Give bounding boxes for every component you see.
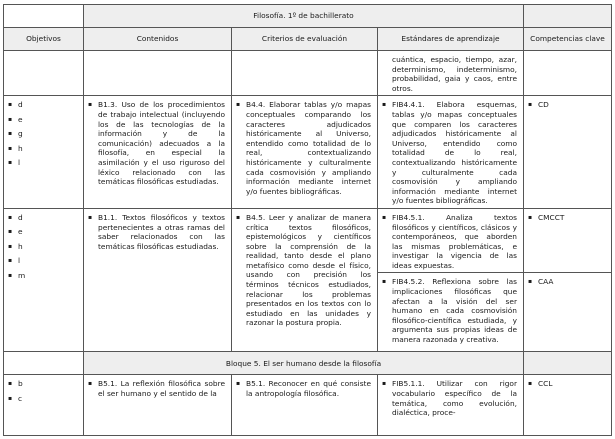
curriculum-table <box>3 4 612 436</box>
row4-criterio <box>232 375 378 436</box>
col-header-estandares: Estándares de aprendizaje <box>378 28 524 51</box>
estandar-text: cuántica, espacio, tiempo, azar, determinismo, indeterminismo, probabilidad, gaia y caos, entre otros. <box>392 55 517 93</box>
row2-contenido <box>84 96 232 209</box>
objetivo-item: ▪ e <box>8 227 81 242</box>
title-spacer <box>4 5 84 28</box>
row3b-competencia <box>524 273 612 352</box>
row4-competencia <box>524 375 612 436</box>
contenido-text: ▪ B1.3. Uso de los procedimientos de trabajo intelectual (incluyendo los de las tecnologías de la información y de la comunicación) adecuados a la filosofía, en especial la asimilación y el uso riguroso del léxico relacionado con las temáticas filosóficas estudiadas. <box>84 96 231 188</box>
row3-contenido <box>84 208 232 352</box>
row2-objetivos <box>4 96 84 209</box>
col-header-objetivos: Objetivos <box>4 28 84 51</box>
contenido-text: ▪ B1.1. Textos filosóficos y textos pertenecientes a otras ramas del saber relacionados con las temáticas filosóficas estudiadas. <box>84 209 231 253</box>
row3-criterio <box>232 208 378 352</box>
objetivo-item: ▪ h <box>8 242 81 257</box>
objetivo-item: ▪ g <box>8 129 81 144</box>
row4-objetivos <box>4 375 84 436</box>
objetivos-list <box>4 96 83 173</box>
objetivo-item: ▪ d <box>8 213 81 228</box>
block-spacer-right <box>524 352 612 375</box>
objetivo-item: ▪ c <box>8 394 81 409</box>
block-spacer <box>4 352 84 375</box>
objetivo-item: ▪ h <box>8 144 81 159</box>
criterio-text: ▪ B4.5. Leer y analizar de manera crítica textos filosóficos, epistemológicos y científicos sobre la comprensión de la realidad, tanto desde el plano metafísico como desde el físico, usando con precisión los términos técnicos estudiados, relacionar los problemas presentados en los textos con lo estudiado en las unidades y razonar la postura propia. <box>232 209 377 330</box>
row3a-competencia <box>524 208 612 273</box>
estandar-text: ▪ FIB5.1.1. Utilizar con rigor vocabulario específico de la temática, como evolución, dialéctica, proce- <box>378 375 523 419</box>
competencia-text: ▪ CCL <box>524 375 611 391</box>
row3a-estandar <box>378 208 524 273</box>
table-title: Filosofía. 1º de bachillerato <box>84 5 524 28</box>
row1-contenido <box>84 51 232 96</box>
row3-objetivos <box>4 208 84 352</box>
objetivo-item: ▪ l <box>8 158 81 173</box>
estandar-text: ▪ FIB4.5.1. Analiza textos filosóficos y científicos, clásicos y contemporáneos, que aborden las mismas problemáticas, e investigar la vigencia de las ideas expuestas. <box>378 209 523 273</box>
row1-objetivos <box>4 51 84 96</box>
criterio-text: ▪ B5.1. Reconocer en qué consiste la antropología filosófica. <box>232 375 377 400</box>
row1-competencia <box>524 51 612 96</box>
objetivo-item: ▪ m <box>8 271 81 286</box>
competencia-text: ▪ CD <box>524 96 611 112</box>
objetivo-item: ▪ l <box>8 256 81 271</box>
row2-criterio <box>232 96 378 209</box>
title-spacer-right <box>524 5 612 28</box>
estandar-text: ▪ FIB4.4.1. Elabora esquemas, tablas y/o mapas conceptuales que comparen los caracteres adjudicados históricamente al Universo, entendido como totalidad de lo real, contextualizando históricamente y culturalmente cada cosmovisión y ampliando información mediante internet y/o fuentes bibliográficas. <box>378 96 523 208</box>
competencia-text: ▪ CAA <box>524 273 611 289</box>
row3b-estandar <box>378 273 524 352</box>
objetivo-item: ▪ e <box>8 115 81 130</box>
contenido-text: ▪ B5.1. La reflexión filosófica sobre el ser humano y el sentido de la <box>84 375 231 400</box>
objetivos-list <box>4 375 83 408</box>
row1-criterio <box>232 51 378 96</box>
estandar-text: ▪ FIB4.5.2. Reflexiona sobre las implicaciones filosóficas que afectan a la visión del ser humano en cada cosmovisión filosófico-científica estudiada, y argumenta sus propias ideas de manera razonada y creativa. <box>378 273 523 346</box>
objetivo-item: ▪ b <box>8 379 81 394</box>
row2-competencia <box>524 96 612 209</box>
objetivo-item: ▪ d <box>8 100 81 115</box>
row4-estandar <box>378 375 524 436</box>
row4-contenido <box>84 375 232 436</box>
col-header-criterios: Criterios de evaluación <box>232 28 378 51</box>
row2-estandar <box>378 96 524 209</box>
col-header-competencias: Competencias clave <box>524 28 612 51</box>
col-header-contenidos: Contenidos <box>84 28 232 51</box>
competencia-text: ▪ CMCCT <box>524 209 611 225</box>
row1-estandar <box>378 51 524 96</box>
criterio-text: ▪ B4.4. Elaborar tablas y/o mapas conceptuales comparando los caracteres adjudicados históricamente al Universo, entendido como totalidad de lo real, contextualizando históricamente y culturalmente cada cosmovisión y ampliando información mediante internet y/o fuentes bibliográficas. <box>232 96 377 198</box>
block-title: Bloque 5. El ser humano desde la filosofía <box>84 352 524 375</box>
objetivos-list <box>4 209 83 286</box>
